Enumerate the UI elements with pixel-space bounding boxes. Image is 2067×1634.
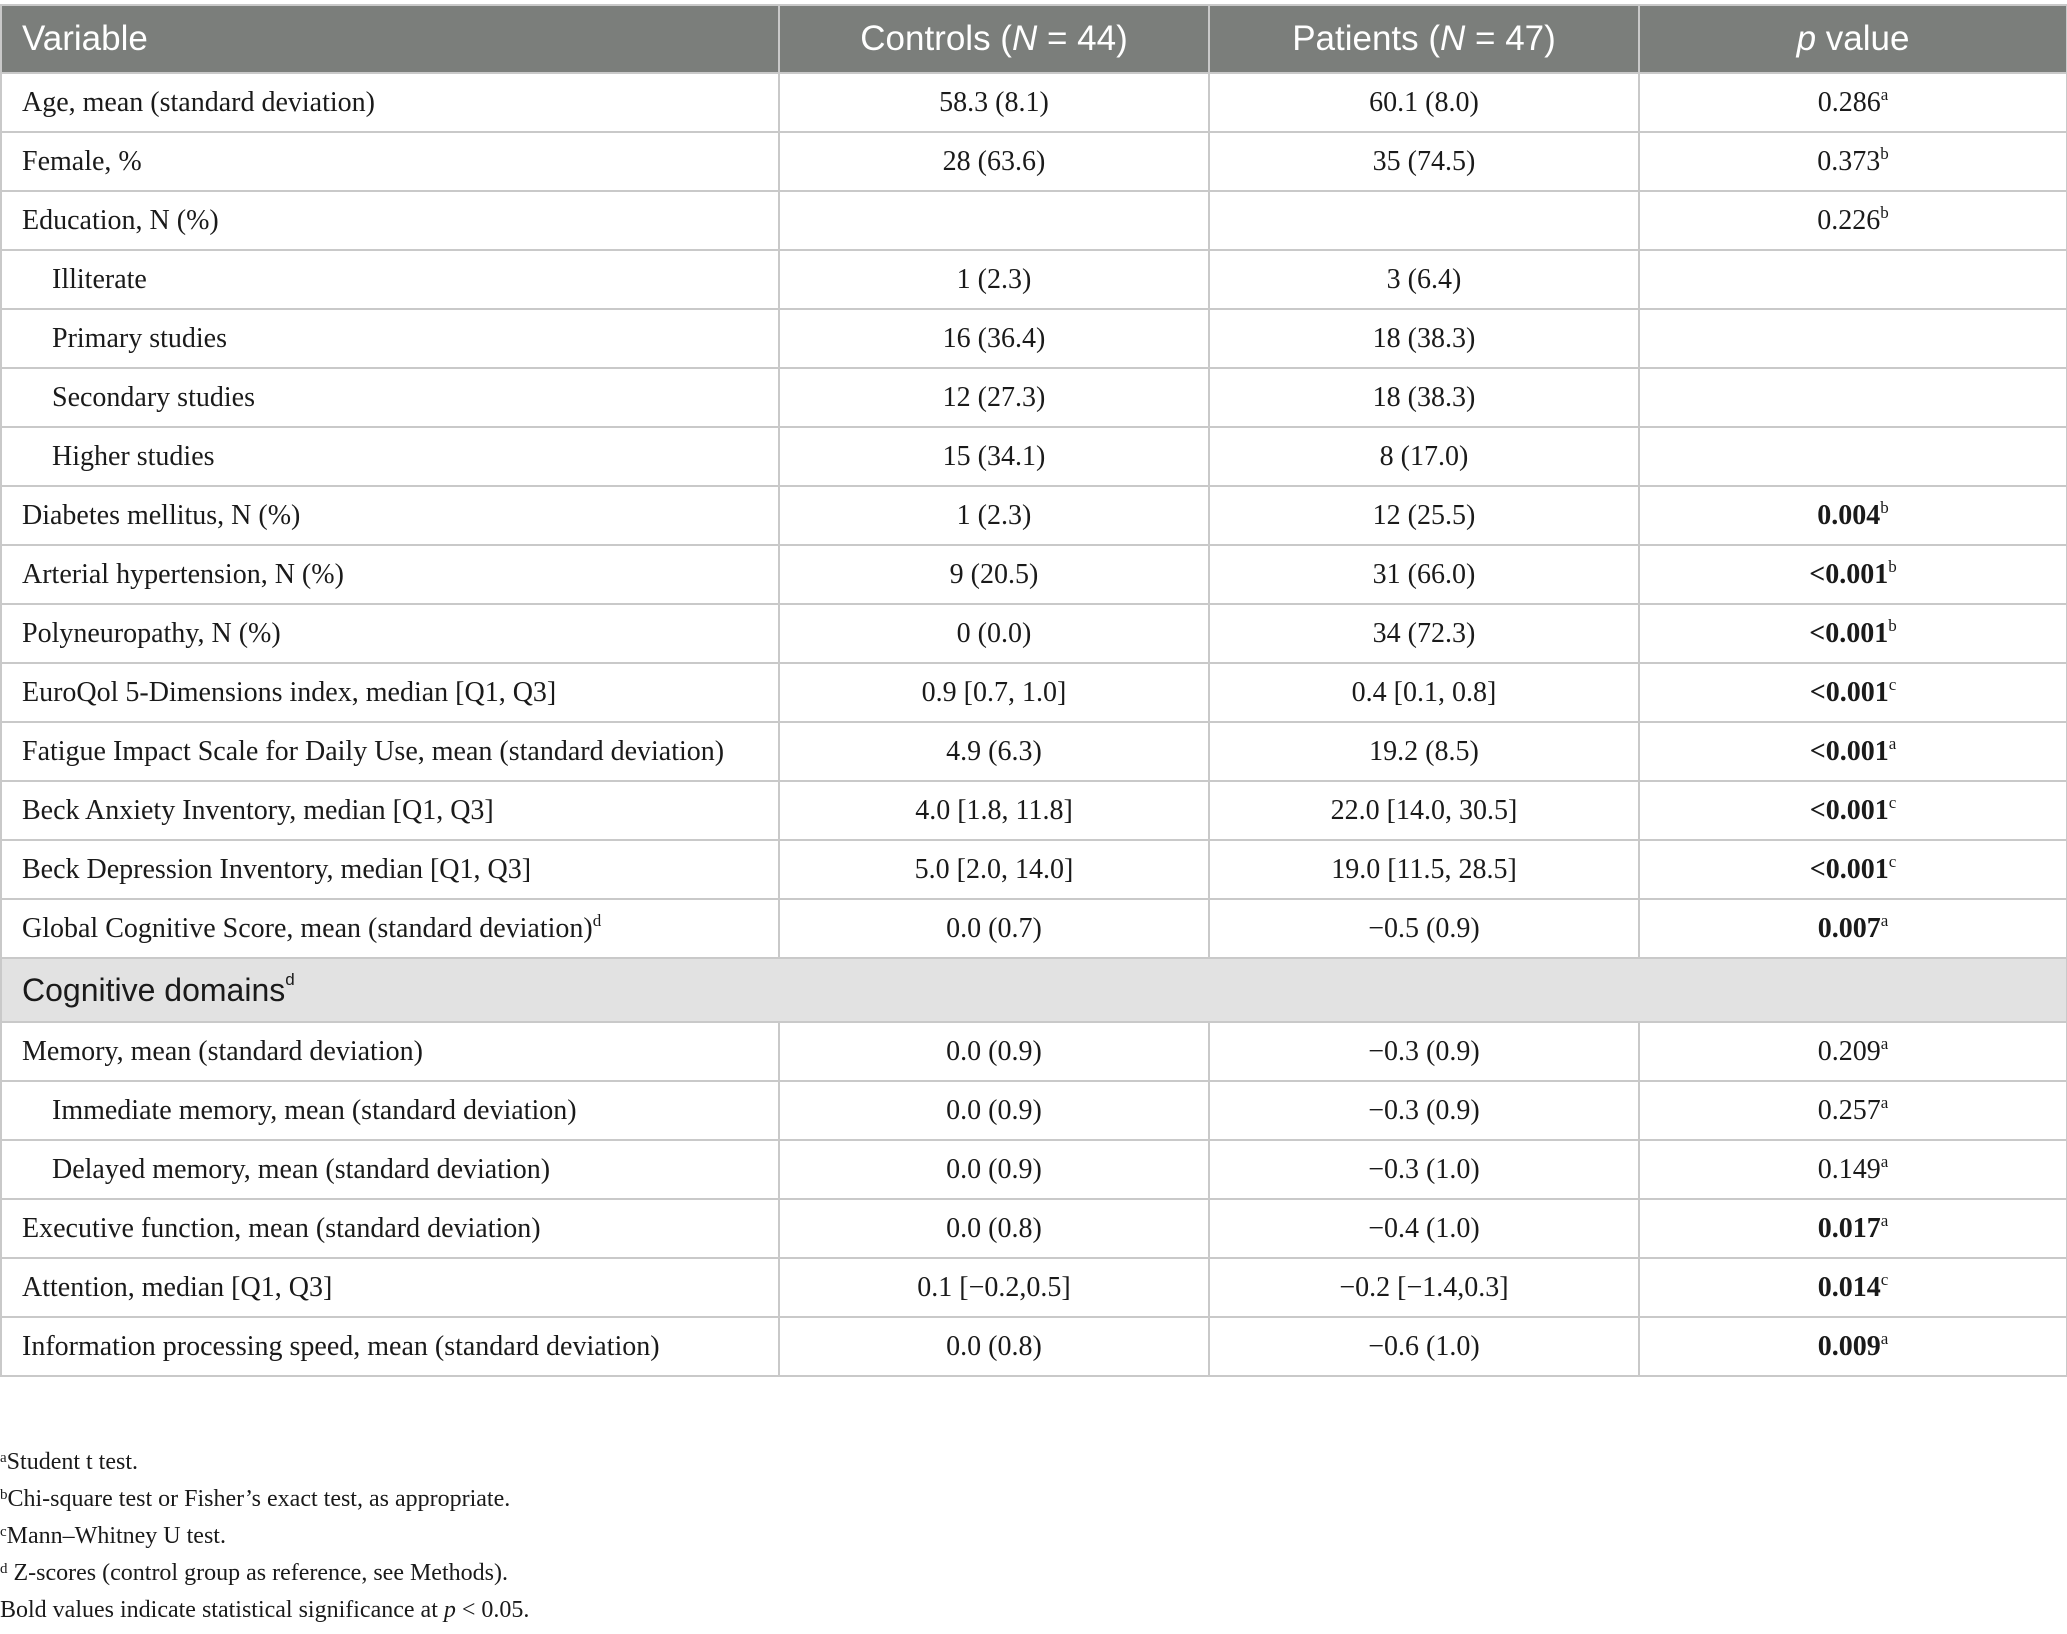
p-value-cell bbox=[1639, 427, 2067, 486]
p-value-cell bbox=[1639, 1258, 2067, 1317]
p-sup: b bbox=[1880, 497, 1889, 517]
controls-cell: 16 (36.4) bbox=[779, 309, 1209, 368]
table-row bbox=[1, 486, 2067, 545]
patients-cell: −0.3 (1.0) bbox=[1209, 1140, 1639, 1199]
p-value: <0.001 bbox=[1809, 617, 1889, 649]
footnote-text: Z-scores (control group as reference, see Methods). bbox=[7, 1560, 508, 1586]
patients-cell: 8 (17.0) bbox=[1209, 427, 1639, 486]
patients-cell: −0.6 (1.0) bbox=[1209, 1317, 1639, 1376]
header-p-tail: value bbox=[1816, 19, 1910, 58]
variable-cell bbox=[1, 1022, 779, 1081]
p-sup: a bbox=[1880, 1151, 1889, 1171]
p-value-cell bbox=[1639, 250, 2067, 309]
footnote-text: Bold values indicate statistical significance at bbox=[0, 1597, 444, 1623]
table-row bbox=[1, 722, 2067, 781]
variable-cell bbox=[1, 840, 779, 899]
variable-cell bbox=[1, 427, 779, 486]
p-value-cell bbox=[1639, 545, 2067, 604]
p-value: 0.007 bbox=[1817, 912, 1881, 944]
variable-label: Global Cognitive Score, mean (standard deviation) bbox=[22, 912, 593, 944]
variable-label: Executive function, mean (standard deviation) bbox=[22, 1212, 541, 1244]
controls-cell: 0.0 (0.9) bbox=[779, 1022, 1209, 1081]
controls-cell: 4.0 [1.8, 11.8] bbox=[779, 781, 1209, 840]
patients-cell: 18 (38.3) bbox=[1209, 368, 1639, 427]
footnotes bbox=[0, 1444, 2067, 1629]
p-value: <0.001 bbox=[1809, 558, 1889, 590]
table-row bbox=[1, 604, 2067, 663]
table-row bbox=[1, 309, 2067, 368]
variable-label: EuroQol 5-Dimensions index, median [Q1, Q3] bbox=[22, 676, 557, 708]
variable-cell bbox=[1, 1140, 779, 1199]
patients-cell: −0.3 (0.9) bbox=[1209, 1081, 1639, 1140]
variable-label: Illiterate bbox=[52, 263, 147, 295]
controls-cell: 0.0 (0.8) bbox=[779, 1199, 1209, 1258]
p-sup: c bbox=[1880, 1269, 1889, 1289]
variable-cell bbox=[1, 486, 779, 545]
footnote bbox=[0, 1555, 2067, 1592]
p-value: <0.001 bbox=[1809, 853, 1889, 885]
variable-cell bbox=[1, 781, 779, 840]
p-sup: a bbox=[1880, 910, 1889, 930]
variable-label: Immediate memory, mean (standard deviation) bbox=[52, 1094, 577, 1126]
p-sup: b bbox=[1888, 556, 1897, 576]
variable-label: Female, % bbox=[22, 145, 142, 177]
controls-cell: 1 (2.3) bbox=[779, 250, 1209, 309]
table-row bbox=[1, 250, 2067, 309]
controls-cell: 58.3 (8.1) bbox=[779, 73, 1209, 132]
header-patients bbox=[1209, 5, 1639, 73]
controls-cell: 0.0 (0.8) bbox=[779, 1317, 1209, 1376]
variable-label: Attention, median [Q1, Q3] bbox=[22, 1271, 333, 1303]
patients-cell: 0.4 [0.1, 0.8] bbox=[1209, 663, 1639, 722]
controls-cell: 12 (27.3) bbox=[779, 368, 1209, 427]
controls-cell: 28 (63.6) bbox=[779, 132, 1209, 191]
demographics-table bbox=[0, 4, 2067, 1377]
p-value-cell bbox=[1639, 722, 2067, 781]
variable-cell bbox=[1, 604, 779, 663]
controls-cell: 1 (2.3) bbox=[779, 486, 1209, 545]
patients-cell: 60.1 (8.0) bbox=[1209, 73, 1639, 132]
controls-cell: 4.9 (6.3) bbox=[779, 722, 1209, 781]
table-row bbox=[1, 1199, 2067, 1258]
p-sup: c bbox=[1888, 851, 1897, 871]
patients-cell: 31 (66.0) bbox=[1209, 545, 1639, 604]
footnote bbox=[0, 1444, 2067, 1481]
section-title-text: Cognitive domains bbox=[22, 971, 286, 1008]
p-value-cell bbox=[1639, 191, 2067, 250]
section-sup: d bbox=[285, 969, 295, 989]
variable-cell bbox=[1, 309, 779, 368]
variable-cell bbox=[1, 368, 779, 427]
section-row bbox=[1, 958, 2067, 1022]
variable-label: Diabetes mellitus, N (%) bbox=[22, 499, 301, 531]
p-value: <0.001 bbox=[1809, 794, 1889, 826]
footnote-mark: a bbox=[0, 1450, 7, 1466]
p-value-cell bbox=[1639, 73, 2067, 132]
variable-label: Beck Depression Inventory, median [Q1, Q3] bbox=[22, 853, 532, 885]
p-value-cell bbox=[1639, 781, 2067, 840]
section-title bbox=[1, 958, 2067, 1022]
controls-cell: 0.0 (0.9) bbox=[779, 1140, 1209, 1199]
footnote-mark: b bbox=[0, 1487, 8, 1503]
p-value-cell bbox=[1639, 368, 2067, 427]
controls-cell: 0.1 [−0.2,0.5] bbox=[779, 1258, 1209, 1317]
p-sup: c bbox=[1888, 792, 1897, 812]
variable-cell bbox=[1, 722, 779, 781]
table-row bbox=[1, 73, 2067, 132]
controls-cell: 9 (20.5) bbox=[779, 545, 1209, 604]
p-sup: b bbox=[1880, 202, 1889, 222]
patients-cell: −0.2 [−1.4,0.3] bbox=[1209, 1258, 1639, 1317]
variable-label: Primary studies bbox=[52, 322, 227, 354]
variable-cell bbox=[1, 250, 779, 309]
variable-label: Education, N (%) bbox=[22, 204, 219, 236]
header-variable: Variable bbox=[1, 5, 779, 73]
header-controls bbox=[779, 5, 1209, 73]
p-value: 0.014 bbox=[1817, 1271, 1881, 1303]
patients-cell: 34 (72.3) bbox=[1209, 604, 1639, 663]
header-row bbox=[1, 5, 2067, 73]
footnote bbox=[0, 1518, 2067, 1555]
header-controls-text: Controls ( bbox=[860, 19, 1012, 58]
controls-cell: 15 (34.1) bbox=[779, 427, 1209, 486]
patients-cell: −0.4 (1.0) bbox=[1209, 1199, 1639, 1258]
variable-label: Beck Anxiety Inventory, median [Q1, Q3] bbox=[22, 794, 494, 826]
controls-cell: 0 (0.0) bbox=[779, 604, 1209, 663]
label-sup: d bbox=[592, 910, 602, 930]
p-value-cell bbox=[1639, 840, 2067, 899]
variable-cell bbox=[1, 545, 779, 604]
controls-cell: 0.0 (0.9) bbox=[779, 1081, 1209, 1140]
p-value: 0.149 bbox=[1817, 1153, 1881, 1185]
table-row bbox=[1, 840, 2067, 899]
patients-cell: −0.5 (0.9) bbox=[1209, 899, 1639, 958]
variable-cell bbox=[1, 73, 779, 132]
p-value-cell bbox=[1639, 309, 2067, 368]
variable-label: Information processing speed, mean (standard deviation) bbox=[22, 1330, 660, 1362]
variable-cell bbox=[1, 1258, 779, 1317]
footnote-text: Student t test. bbox=[6, 1449, 139, 1475]
p-sup: a bbox=[1880, 1092, 1889, 1112]
footnote-text: Chi-square test or Fisher’s exact test, as appropriate. bbox=[7, 1486, 511, 1512]
variable-cell bbox=[1, 1081, 779, 1140]
p-value: 0.286 bbox=[1817, 86, 1881, 118]
p-value: <0.001 bbox=[1809, 676, 1889, 708]
table-row bbox=[1, 781, 2067, 840]
table-row bbox=[1, 663, 2067, 722]
variable-cell bbox=[1, 132, 779, 191]
table-row bbox=[1, 368, 2067, 427]
table-row bbox=[1, 1081, 2067, 1140]
table-body bbox=[1, 73, 2067, 1376]
p-value: 0.373 bbox=[1817, 145, 1881, 177]
p-sup: a bbox=[1888, 733, 1897, 753]
table-row bbox=[1, 1022, 2067, 1081]
variable-label: Higher studies bbox=[52, 440, 215, 472]
header-p-value bbox=[1639, 5, 2067, 73]
patients-cell: 22.0 [14.0, 30.5] bbox=[1209, 781, 1639, 840]
header-controls-tail: = 44) bbox=[1037, 19, 1128, 58]
p-sup: c bbox=[1888, 674, 1897, 694]
p-value: 0.009 bbox=[1817, 1330, 1881, 1362]
table-row bbox=[1, 1258, 2067, 1317]
table-row bbox=[1, 427, 2067, 486]
p-value: 0.209 bbox=[1817, 1035, 1881, 1067]
controls-cell: 0.9 [0.7, 1.0] bbox=[779, 663, 1209, 722]
p-value-cell bbox=[1639, 1199, 2067, 1258]
p-value-cell bbox=[1639, 604, 2067, 663]
patients-cell: 12 (25.5) bbox=[1209, 486, 1639, 545]
header-controls-n: N bbox=[1011, 19, 1038, 58]
footnote-mark: d bbox=[0, 1561, 8, 1577]
variable-label: Age, mean (standard deviation) bbox=[22, 86, 375, 118]
variable-cell bbox=[1, 1199, 779, 1258]
variable-label: Memory, mean (standard deviation) bbox=[22, 1035, 423, 1067]
p-value-cell bbox=[1639, 132, 2067, 191]
p-value: <0.001 bbox=[1809, 735, 1889, 767]
patients-cell: 18 (38.3) bbox=[1209, 309, 1639, 368]
p-sup: b bbox=[1880, 143, 1889, 163]
patients-cell: 3 (6.4) bbox=[1209, 250, 1639, 309]
patients-cell: −0.3 (0.9) bbox=[1209, 1022, 1639, 1081]
variable-label: Delayed memory, mean (standard deviation) bbox=[52, 1153, 551, 1185]
header-patients-tail: = 47) bbox=[1465, 19, 1556, 58]
p-sup: a bbox=[1880, 1033, 1889, 1053]
footnote-text: Mann–Whitney U test. bbox=[6, 1523, 226, 1549]
p-value-cell bbox=[1639, 663, 2067, 722]
p-value: 0.004 bbox=[1817, 499, 1881, 531]
footnote-mark: c bbox=[0, 1524, 7, 1540]
p-value-cell bbox=[1639, 1081, 2067, 1140]
patients-cell bbox=[1209, 191, 1639, 250]
footnote-tail: < 0.05. bbox=[455, 1597, 530, 1623]
footnote-italic: p bbox=[443, 1597, 456, 1623]
footnote bbox=[0, 1592, 2067, 1629]
table-row bbox=[1, 132, 2067, 191]
p-sup: a bbox=[1880, 1328, 1889, 1348]
controls-cell bbox=[779, 191, 1209, 250]
header-p-italic: p bbox=[1796, 19, 1817, 58]
table-row bbox=[1, 1317, 2067, 1376]
p-sup: a bbox=[1880, 84, 1889, 104]
header-patients-n: N bbox=[1440, 19, 1466, 58]
table-row bbox=[1, 1140, 2067, 1199]
variable-label: Polyneuropathy, N (%) bbox=[22, 617, 281, 649]
p-value: 0.226 bbox=[1817, 204, 1881, 236]
controls-cell: 5.0 [2.0, 14.0] bbox=[779, 840, 1209, 899]
patients-cell: 19.0 [11.5, 28.5] bbox=[1209, 840, 1639, 899]
p-value: 0.257 bbox=[1817, 1094, 1881, 1126]
table-row bbox=[1, 545, 2067, 604]
p-sup: b bbox=[1888, 615, 1897, 635]
controls-cell: 0.0 (0.7) bbox=[779, 899, 1209, 958]
p-value-cell bbox=[1639, 1140, 2067, 1199]
variable-cell bbox=[1, 1317, 779, 1376]
p-value-cell bbox=[1639, 899, 2067, 958]
footnote bbox=[0, 1481, 2067, 1518]
table-container bbox=[0, 4, 2067, 1377]
variable-label: Fatigue Impact Scale for Daily Use, mean (standard deviation) bbox=[22, 735, 725, 767]
p-sup: a bbox=[1880, 1210, 1889, 1230]
p-value: 0.017 bbox=[1817, 1212, 1881, 1244]
variable-label: Arterial hypertension, N (%) bbox=[22, 558, 344, 590]
p-value-cell bbox=[1639, 1022, 2067, 1081]
table-row bbox=[1, 899, 2067, 958]
variable-label: Secondary studies bbox=[52, 381, 255, 413]
variable-cell bbox=[1, 191, 779, 250]
variable-cell bbox=[1, 663, 779, 722]
patients-cell: 35 (74.5) bbox=[1209, 132, 1639, 191]
patients-cell: 19.2 (8.5) bbox=[1209, 722, 1639, 781]
p-value-cell bbox=[1639, 1317, 2067, 1376]
p-value-cell bbox=[1639, 486, 2067, 545]
table-row bbox=[1, 191, 2067, 250]
variable-cell bbox=[1, 899, 779, 958]
header-patients-text: Patients ( bbox=[1292, 19, 1441, 58]
